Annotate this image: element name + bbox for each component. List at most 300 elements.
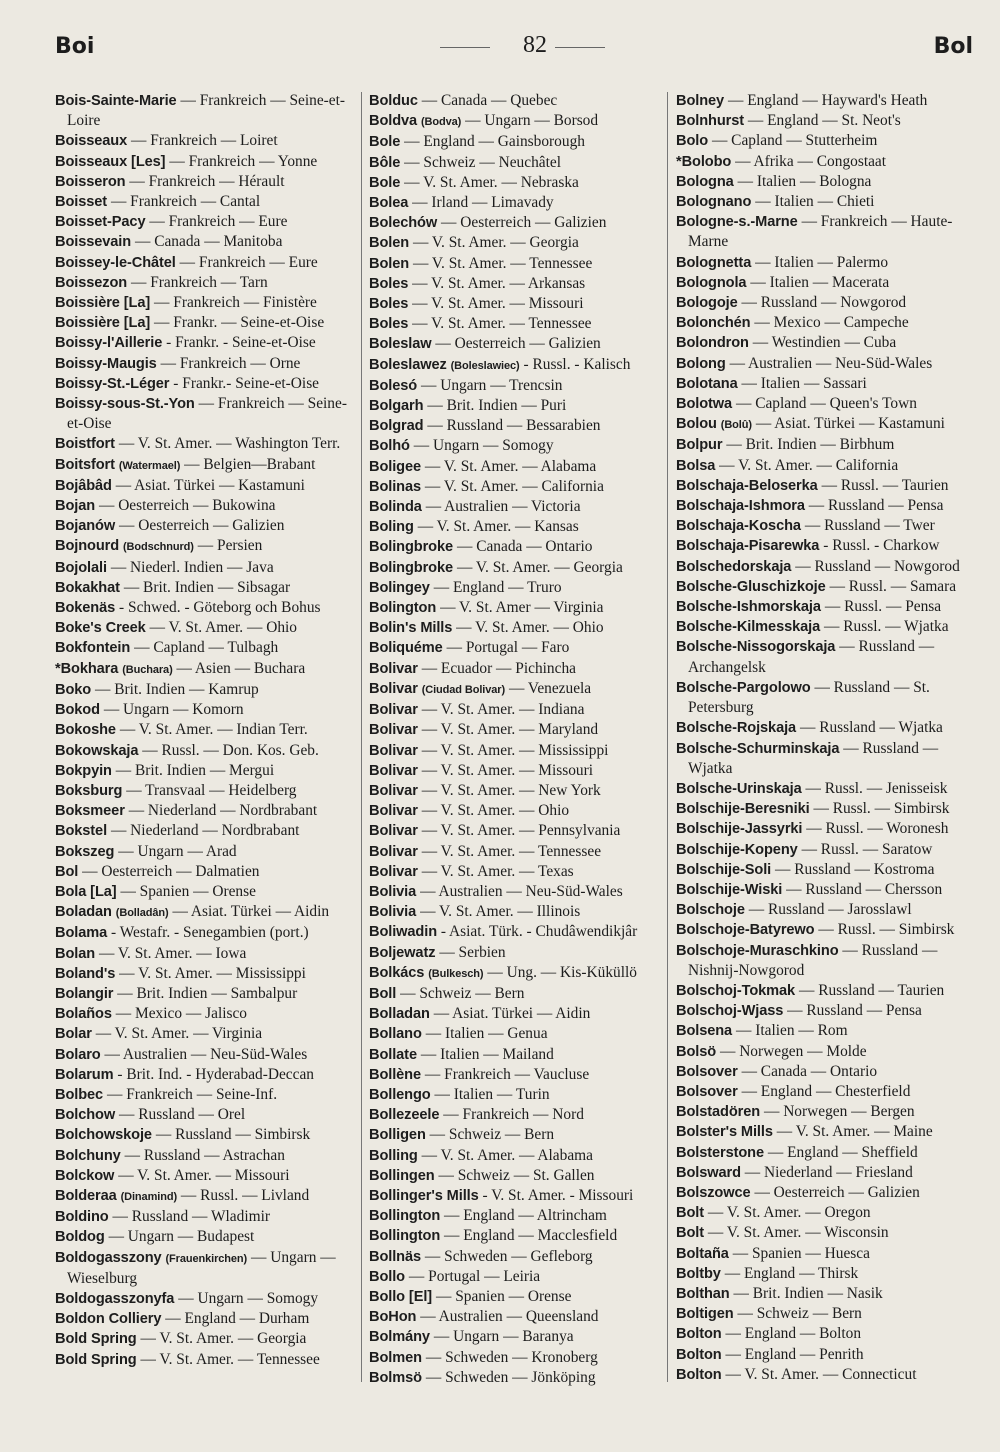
- gazetteer-entry: [55, 1207, 355, 1227]
- place-name: Bolduc: [369, 93, 418, 109]
- place-name: Bolsche-Nissogorskaja: [676, 639, 836, 656]
- location-description: — Italien — Genua: [425, 1025, 548, 1043]
- place-name: Bolea: [369, 195, 409, 212]
- location-description: — Russland — Wjatka: [799, 719, 943, 737]
- place-name: Bolton: [676, 1366, 722, 1383]
- place-name: Bollnäs: [369, 1248, 422, 1265]
- location-description: — England — Bolton: [725, 1325, 862, 1343]
- gazetteer-entry: [676, 496, 976, 516]
- location-description: — Schweiz — Bern: [737, 1305, 862, 1323]
- place-name: Bollène: [369, 1066, 422, 1083]
- gazetteer-entry: [676, 597, 976, 617]
- location-description: — Asiat. Türkei — Kastamuni: [115, 476, 305, 494]
- place-name: Bolivar: [369, 702, 418, 719]
- place-name: Boissezon: [55, 274, 128, 291]
- location-description: — Russl. — Simbirsk: [818, 921, 955, 939]
- place-name: Bolschoje-Muraschkino: [676, 942, 839, 959]
- location-description: — Russland — Nowgorod: [795, 557, 960, 575]
- gazetteer-entry: [369, 882, 665, 902]
- gazetteer-entry: [55, 434, 355, 454]
- place-name: Boltaña: [676, 1245, 729, 1262]
- location-description: — Russl. — Saratow: [801, 840, 933, 858]
- location-description: — Australien — Victoria: [425, 498, 581, 516]
- gazetteer-entry: [55, 394, 355, 434]
- alternate-name: (Bolladân): [115, 907, 169, 920]
- place-name: Bolivar: [369, 843, 418, 860]
- gazetteer-entry: [369, 1024, 665, 1044]
- gazetteer-entry: [55, 761, 355, 781]
- place-name: Boissy-l'Aillerie: [55, 335, 163, 352]
- location-description: — Australien — Neu-Süd-Wales: [729, 354, 933, 372]
- place-name: Bojan: [55, 498, 96, 515]
- location-description: — Norwegen — Molde: [719, 1042, 867, 1060]
- place-name: Bolen: [369, 255, 410, 272]
- location-description: — V. St. Amer. — Maryland: [421, 721, 599, 739]
- place-name: Bokpyin: [55, 762, 112, 779]
- place-name: Bola [La]: [55, 883, 117, 900]
- location-description: — Canada — Ontario: [456, 538, 593, 556]
- gazetteer-entry: [369, 761, 665, 781]
- location-description: — Ungarn — Somogy: [178, 1289, 319, 1307]
- location-description: — V. St. Amer. — Connecticut: [725, 1365, 917, 1383]
- location-description: - Westafr. - Senegambien (port.): [111, 924, 309, 942]
- location-description: — England — Sheffield: [767, 1143, 918, 1161]
- location-description: — Oesterreich — Dalmatien: [82, 862, 260, 880]
- location-description: — England — Macclesfield: [444, 1227, 618, 1245]
- place-name: Bolingbroke: [369, 539, 454, 556]
- gazetteer-entry: [369, 659, 665, 679]
- place-name: Boissy-sous-St.-Yon: [55, 396, 195, 413]
- location-description: — Brit. Indien — Sambalpur: [117, 984, 298, 1002]
- gazetteer-entry: [369, 1348, 665, 1368]
- place-name: Boldogasszonyfa: [55, 1290, 175, 1307]
- location-description: — Russl. — Pensa: [824, 598, 942, 616]
- place-name: Bolaro: [55, 1046, 101, 1063]
- gazetteer-entry: [676, 333, 976, 353]
- place-name: Bolbec: [55, 1086, 104, 1103]
- place-name: Bolschije-Wiski: [676, 881, 783, 898]
- location-description: — England — Penrith: [725, 1345, 864, 1363]
- place-name: Bolinda: [369, 499, 422, 516]
- location-description: — Frankreich — Seine-Inf.: [106, 1085, 278, 1103]
- gazetteer-entry: [55, 192, 355, 212]
- place-name: Bolszowce: [676, 1184, 751, 1201]
- gazetteer-entry: [676, 860, 976, 880]
- gazetteer-entry: [369, 537, 665, 557]
- location-description: — Frankreich — Finistère: [154, 294, 317, 312]
- place-name: Bolechów: [369, 215, 438, 232]
- gazetteer-entry: [676, 435, 976, 455]
- gazetteer-entry: [55, 700, 355, 720]
- gazetteer-entry: [369, 233, 665, 253]
- location-description: — Australien — Neu-Süd-Wales: [420, 882, 623, 900]
- location-description: — V. St. Amer. — Iowa: [98, 944, 247, 962]
- gazetteer-entry: [369, 1166, 665, 1186]
- location-description: — Russland — Wladimir: [112, 1208, 270, 1226]
- gazetteer-entry: [369, 396, 665, 416]
- gazetteer-entry: [676, 1244, 976, 1264]
- location-description: — V. St. Amer. — Tennessee: [412, 254, 593, 272]
- location-description: — England — Altrincham: [444, 1207, 607, 1225]
- location-description: — Italien — Palermo: [755, 253, 889, 271]
- place-name: *Bokhara: [55, 660, 119, 677]
- place-name: Bolschoj-Tokmak: [676, 982, 796, 999]
- place-name: Bolsterstone: [676, 1144, 765, 1161]
- gazetteer-entry: [676, 1082, 976, 1102]
- alternate-name: (Bodva): [420, 116, 462, 129]
- place-name: Boleslawez: [369, 356, 447, 373]
- place-name: Bolton: [676, 1326, 722, 1343]
- place-name: Bolou: [676, 416, 717, 433]
- location-description: — Ung. — Kis-Küküllö: [487, 963, 637, 981]
- gazetteer-entry: [55, 1166, 355, 1186]
- gazetteer-entry: [55, 152, 355, 172]
- location-description: — V. St. Amer. — Washington Terr.: [118, 435, 341, 453]
- gazetteer-column-3: [676, 91, 976, 1385]
- gazetteer-entry: [369, 943, 665, 963]
- place-name: Bollo [El]: [369, 1288, 433, 1305]
- place-name: Bollinger's Mills: [369, 1187, 479, 1204]
- location-description: — Schweden — Kronoberg: [425, 1348, 598, 1366]
- location-description: — Portugal — Leiria: [408, 1267, 541, 1285]
- place-name: Boles: [369, 296, 409, 313]
- place-name: Bolney: [676, 93, 725, 109]
- gazetteer-entry: [369, 1267, 665, 1287]
- place-name: Boland's: [55, 965, 116, 982]
- place-name: Boles: [369, 275, 409, 292]
- location-description: — Oesterreich — Galizien: [119, 517, 285, 535]
- gazetteer-entry: [676, 394, 976, 414]
- location-description: — Schweiz — Neuchâtel: [404, 153, 561, 171]
- place-name: Boitsfort: [55, 456, 115, 473]
- location-description: — Australien — Neu-Süd-Wales: [104, 1045, 308, 1063]
- place-name: Boisset-Pacy: [55, 214, 146, 231]
- gazetteer-entry: [55, 902, 355, 923]
- place-name: Boke's Creek: [55, 620, 146, 637]
- location-description: — Transvaal — Heidelberg: [126, 781, 297, 799]
- location-description: — V. St. Amer. — Ohio: [149, 619, 297, 637]
- location-description: — Brit. Indien — Birbhum: [726, 436, 895, 454]
- place-name: Bold Spring: [55, 1331, 137, 1348]
- gazetteer-entry: [676, 678, 976, 718]
- gazetteer-entry: [676, 1163, 976, 1183]
- gazetteer-entry: [55, 944, 355, 964]
- location-description: — England — Thirsk: [724, 1264, 859, 1282]
- place-name: Bolgarh: [369, 398, 424, 415]
- gazetteer-entry: [676, 1324, 976, 1344]
- gazetteer-entry: [676, 1102, 976, 1122]
- place-name: Bolchuny: [55, 1147, 121, 1164]
- gazetteer-entry: [369, 416, 665, 436]
- gazetteer-entry: [55, 984, 355, 1004]
- location-description: — Russland — Orel: [119, 1106, 246, 1124]
- place-name: Bolotwa: [676, 396, 733, 413]
- gazetteer-entry: [55, 1004, 355, 1024]
- location-description: — Russland — Kostroma: [775, 860, 935, 878]
- location-description: — V. St. Amer. — Tennessee: [412, 315, 592, 333]
- place-name: Boisseaux: [55, 133, 128, 150]
- gazetteer-entry: [55, 131, 355, 151]
- location-description: — Asiat. Türkei — Aidin: [433, 1005, 591, 1023]
- place-name: Bollington: [369, 1208, 441, 1225]
- place-name: Boliquéme: [369, 640, 443, 657]
- location-description: — Asiat. Türkei — Kastamuni: [755, 415, 945, 433]
- gazetteer-entry: [369, 1105, 665, 1125]
- gazetteer-entry: [676, 557, 976, 577]
- column-divider-2: [667, 92, 668, 1382]
- gazetteer-entry: [55, 821, 355, 841]
- gazetteer-entry: [55, 964, 355, 984]
- location-description: — Canada — Ontario: [741, 1062, 878, 1080]
- location-description: — England — St. Neot's: [747, 112, 901, 130]
- place-name: Boligee: [369, 458, 422, 475]
- location-description: — V. St. Amer. — Tennessee: [421, 842, 602, 860]
- location-description: — Italien — Bologna: [737, 172, 872, 190]
- place-name: Bolt: [676, 1225, 704, 1242]
- location-description: — Russl. — Wjatka: [824, 618, 949, 636]
- place-name: Bolington: [369, 600, 437, 617]
- place-name: Bolognano: [676, 194, 752, 211]
- place-name: Bolivar: [369, 863, 418, 880]
- location-description: — Niederland — Nordbrabant: [110, 822, 300, 840]
- location-description: — Brit. Indien — Mergui: [115, 761, 275, 779]
- gazetteer-entry: [676, 1143, 976, 1163]
- location-description: — Russl. — Livland: [180, 1186, 310, 1204]
- place-name: Bokowskaja: [55, 742, 139, 759]
- gazetteer-entry: [369, 1368, 665, 1388]
- location-description: — Brit. Indien — Nasik: [733, 1284, 883, 1302]
- place-name: Boles: [369, 316, 409, 333]
- location-description: — Russland — St. Petersburg: [688, 678, 930, 717]
- gazetteer-entry: [676, 1345, 976, 1365]
- place-name: Bolnhurst: [676, 113, 745, 130]
- place-name: Bolama: [55, 925, 108, 942]
- location-description: — Ungarn — Baranya: [433, 1328, 574, 1346]
- gazetteer-entry: [369, 1186, 665, 1206]
- location-description: — V. St. Amer. — Illinois: [420, 903, 581, 921]
- gazetteer-entry: [676, 253, 976, 273]
- place-name: Bolo: [676, 133, 709, 150]
- gazetteer-entry: [369, 213, 665, 233]
- gazetteer-entry: [55, 212, 355, 232]
- gazetteer-entry: [369, 173, 665, 193]
- place-name: Bolhó: [369, 438, 410, 455]
- location-description: — V. St. Amer. — Georgia: [140, 1330, 307, 1348]
- header-rule-right: [555, 47, 605, 48]
- place-name: Bolinas: [369, 478, 422, 495]
- location-description: — Schweiz — Bern: [429, 1126, 555, 1144]
- gazetteer-entry: [369, 902, 665, 922]
- location-description: — Ungarn — Arad: [118, 842, 237, 860]
- location-description: — Russland — Simbirsk: [155, 1126, 311, 1144]
- location-description: - V. St. Amer. - Missouri: [482, 1186, 634, 1204]
- gazetteer-entry: [676, 1264, 976, 1284]
- place-name: Bolsche-Schurminskaja: [676, 740, 840, 757]
- alternate-name: (Frauenkirchen): [165, 1252, 248, 1265]
- place-name: Bokoshe: [55, 722, 116, 739]
- place-name: Boldino: [55, 1209, 109, 1226]
- gazetteer-entry: [676, 1062, 976, 1082]
- gazetteer-entry: [369, 1327, 665, 1347]
- location-description: — V. St. Amer. — Ohio: [456, 619, 604, 637]
- location-description: — Oesterreich — Galizien: [754, 1183, 920, 1201]
- location-description: — Afrika — Congostaat: [735, 152, 887, 170]
- gazetteer-entry: [676, 131, 976, 151]
- place-name: Bollano: [369, 1026, 422, 1043]
- gazetteer-entry: [55, 293, 355, 313]
- location-description: — Italien — Rom: [735, 1022, 848, 1040]
- location-description: — V. St. Amer. — Indiana: [421, 701, 585, 719]
- gazetteer-entry: [369, 963, 665, 984]
- location-description: - Asiat. Türk. - Chudâwendikjâr: [440, 923, 638, 941]
- gazetteer-entry: [676, 1203, 976, 1223]
- location-description: — Venezuela: [508, 679, 592, 697]
- gazetteer-entry: [676, 819, 976, 839]
- gazetteer-entry: [676, 293, 976, 313]
- place-name: Bolmsö: [369, 1369, 422, 1386]
- gazetteer-entry: [369, 741, 665, 761]
- location-description: — Russland — Pensa: [787, 1002, 922, 1020]
- location-description: — Italien — Sassari: [741, 374, 867, 392]
- location-description: — Norwegen — Bergen: [763, 1103, 915, 1121]
- gazetteer-entry: [676, 880, 976, 900]
- place-name: Bolster's Mills: [676, 1124, 773, 1141]
- gazetteer-entry: [369, 1287, 665, 1307]
- gazetteer-entry: [55, 781, 355, 801]
- place-name: Bôle: [369, 154, 401, 171]
- location-description: — Russl. — Woronesh: [806, 820, 949, 838]
- place-name: BoHon: [369, 1309, 417, 1326]
- location-description: — Russl. — Simbirsk: [813, 800, 950, 818]
- gazetteer-entry: [369, 294, 665, 314]
- place-name: Bolivar: [369, 680, 418, 697]
- place-name: Bolchowskoje: [55, 1127, 152, 1144]
- place-name: Boldog: [55, 1229, 105, 1246]
- place-name: Boltby: [676, 1265, 721, 1282]
- location-description: — V. St. Amer. — Pennsylvania: [421, 822, 621, 840]
- location-description: — V. St. Amer. — Georgia: [412, 234, 579, 252]
- gazetteer-entry: [676, 1365, 976, 1385]
- gazetteer-entry: [676, 1021, 976, 1041]
- place-name: Bolling: [369, 1147, 418, 1164]
- place-name: Bolschije-Kopeny: [676, 841, 798, 858]
- gazetteer-entry: [676, 1122, 976, 1142]
- place-name: Bollingen: [369, 1167, 435, 1184]
- alternate-name: (Buchara): [122, 663, 173, 676]
- location-description: — V. St. Amer. — Virginia: [95, 1025, 263, 1043]
- gazetteer-entry: [676, 840, 976, 860]
- gazetteer-entry: [676, 516, 976, 536]
- gazetteer-entry: [369, 862, 665, 882]
- gazetteer-entry: [369, 984, 665, 1004]
- place-name: Bolong: [676, 355, 726, 372]
- gazetteer-entry: [55, 578, 355, 598]
- place-name: Boljewatz: [369, 944, 436, 961]
- gazetteer-entry: [55, 1248, 355, 1289]
- gazetteer-entry: [369, 578, 665, 598]
- place-name: Bollengo: [369, 1086, 431, 1103]
- place-name: Boisseaux [Les]: [55, 153, 166, 170]
- gazetteer-entry: [55, 91, 355, 131]
- location-description: — Frankreich — Haute-Marne: [688, 213, 953, 251]
- place-name: Boliwadin: [369, 924, 438, 941]
- gazetteer-entry: [369, 558, 665, 578]
- place-name: Bokszeg: [55, 843, 115, 860]
- location-description: — Frankreich — Orne: [160, 354, 301, 372]
- gazetteer-entry: [369, 497, 665, 517]
- gazetteer-entry: [55, 1065, 355, 1085]
- location-description: — Russland — Archangelsk: [688, 638, 935, 676]
- place-name: Bolchow: [55, 1107, 116, 1124]
- location-description: — V. St. Amer. — Missouri: [412, 295, 584, 313]
- location-description: — Frankreich — Tarn: [131, 273, 268, 291]
- gazetteer-entry: [55, 558, 355, 578]
- gazetteer-entry: [55, 273, 355, 293]
- gazetteer-column-1: [55, 91, 355, 1370]
- place-name: Bolmen: [369, 1349, 422, 1366]
- gazetteer-entry: [369, 355, 665, 376]
- location-description: — Frankreich — Yonne: [169, 152, 318, 170]
- location-description: — V. St. Amer. — Alabama: [424, 457, 597, 475]
- gazetteer-entry: [55, 1186, 355, 1207]
- alternate-name: (Bodschnurd): [122, 541, 194, 554]
- gazetteer-entry: [676, 637, 976, 677]
- place-name: Bollezeele: [369, 1107, 440, 1124]
- place-name: Bolsward: [676, 1164, 741, 1181]
- place-name: Bolschije-Beresniki: [676, 801, 810, 818]
- gazetteer-entry: [676, 212, 976, 252]
- gazetteer-entry: [676, 476, 976, 496]
- place-name: Boll: [369, 985, 397, 1002]
- alternate-name: (Boleslawiec): [450, 359, 520, 372]
- location-description: — V. St. Amer. — Mississippi: [421, 741, 609, 759]
- place-name: Bokstel: [55, 823, 108, 840]
- place-name: Bole: [369, 174, 401, 191]
- place-name: Bolschije-Soli: [676, 861, 772, 878]
- gazetteer-entry: [369, 781, 665, 801]
- place-name: Bolschoje-Batyrewo: [676, 922, 815, 939]
- location-description: — England — Hayward's Heath: [727, 92, 928, 109]
- gazetteer-entry: [55, 1289, 355, 1309]
- location-description: — Schweiz — Bern: [400, 984, 525, 1002]
- place-name: Bolckow: [55, 1167, 115, 1184]
- location-description: — V. St. Amer. — Oregon: [707, 1204, 871, 1222]
- place-name: Bollate: [369, 1046, 417, 1063]
- location-description: — Russl. — Don. Kos. Geb.: [142, 741, 319, 759]
- location-description: — Capland — Queen's Town: [735, 395, 917, 413]
- gazetteer-entry: [55, 720, 355, 740]
- gazetteer-entry: [676, 799, 976, 819]
- location-description: - Russl. - Charkow: [823, 537, 940, 555]
- running-head-left: Boi: [55, 34, 95, 59]
- location-description: - Frankr.- Seine-et-Oise: [173, 374, 320, 392]
- gazetteer-entry: [55, 862, 355, 882]
- place-name: Bol: [55, 863, 79, 880]
- place-name: Boissevain: [55, 234, 132, 251]
- location-description: — V. St. Amer. — Tennessee: [140, 1350, 320, 1368]
- gazetteer-entry: [676, 779, 976, 799]
- location-description: — Niederland — Friesland: [744, 1163, 913, 1181]
- gazetteer-entry: [676, 152, 976, 172]
- place-name: Bolingey: [369, 579, 430, 596]
- gazetteer-entry: [676, 172, 976, 192]
- gazetteer-entry: [55, 476, 355, 496]
- location-description: — England — Gainsborough: [404, 133, 585, 151]
- place-name: Bolingbroke: [369, 559, 454, 576]
- location-description: — Russl. — Jenisseisk: [805, 779, 948, 797]
- location-description: — Ungarn — Borsod: [465, 112, 599, 130]
- place-name: Bolschije-Jassyrki: [676, 821, 803, 838]
